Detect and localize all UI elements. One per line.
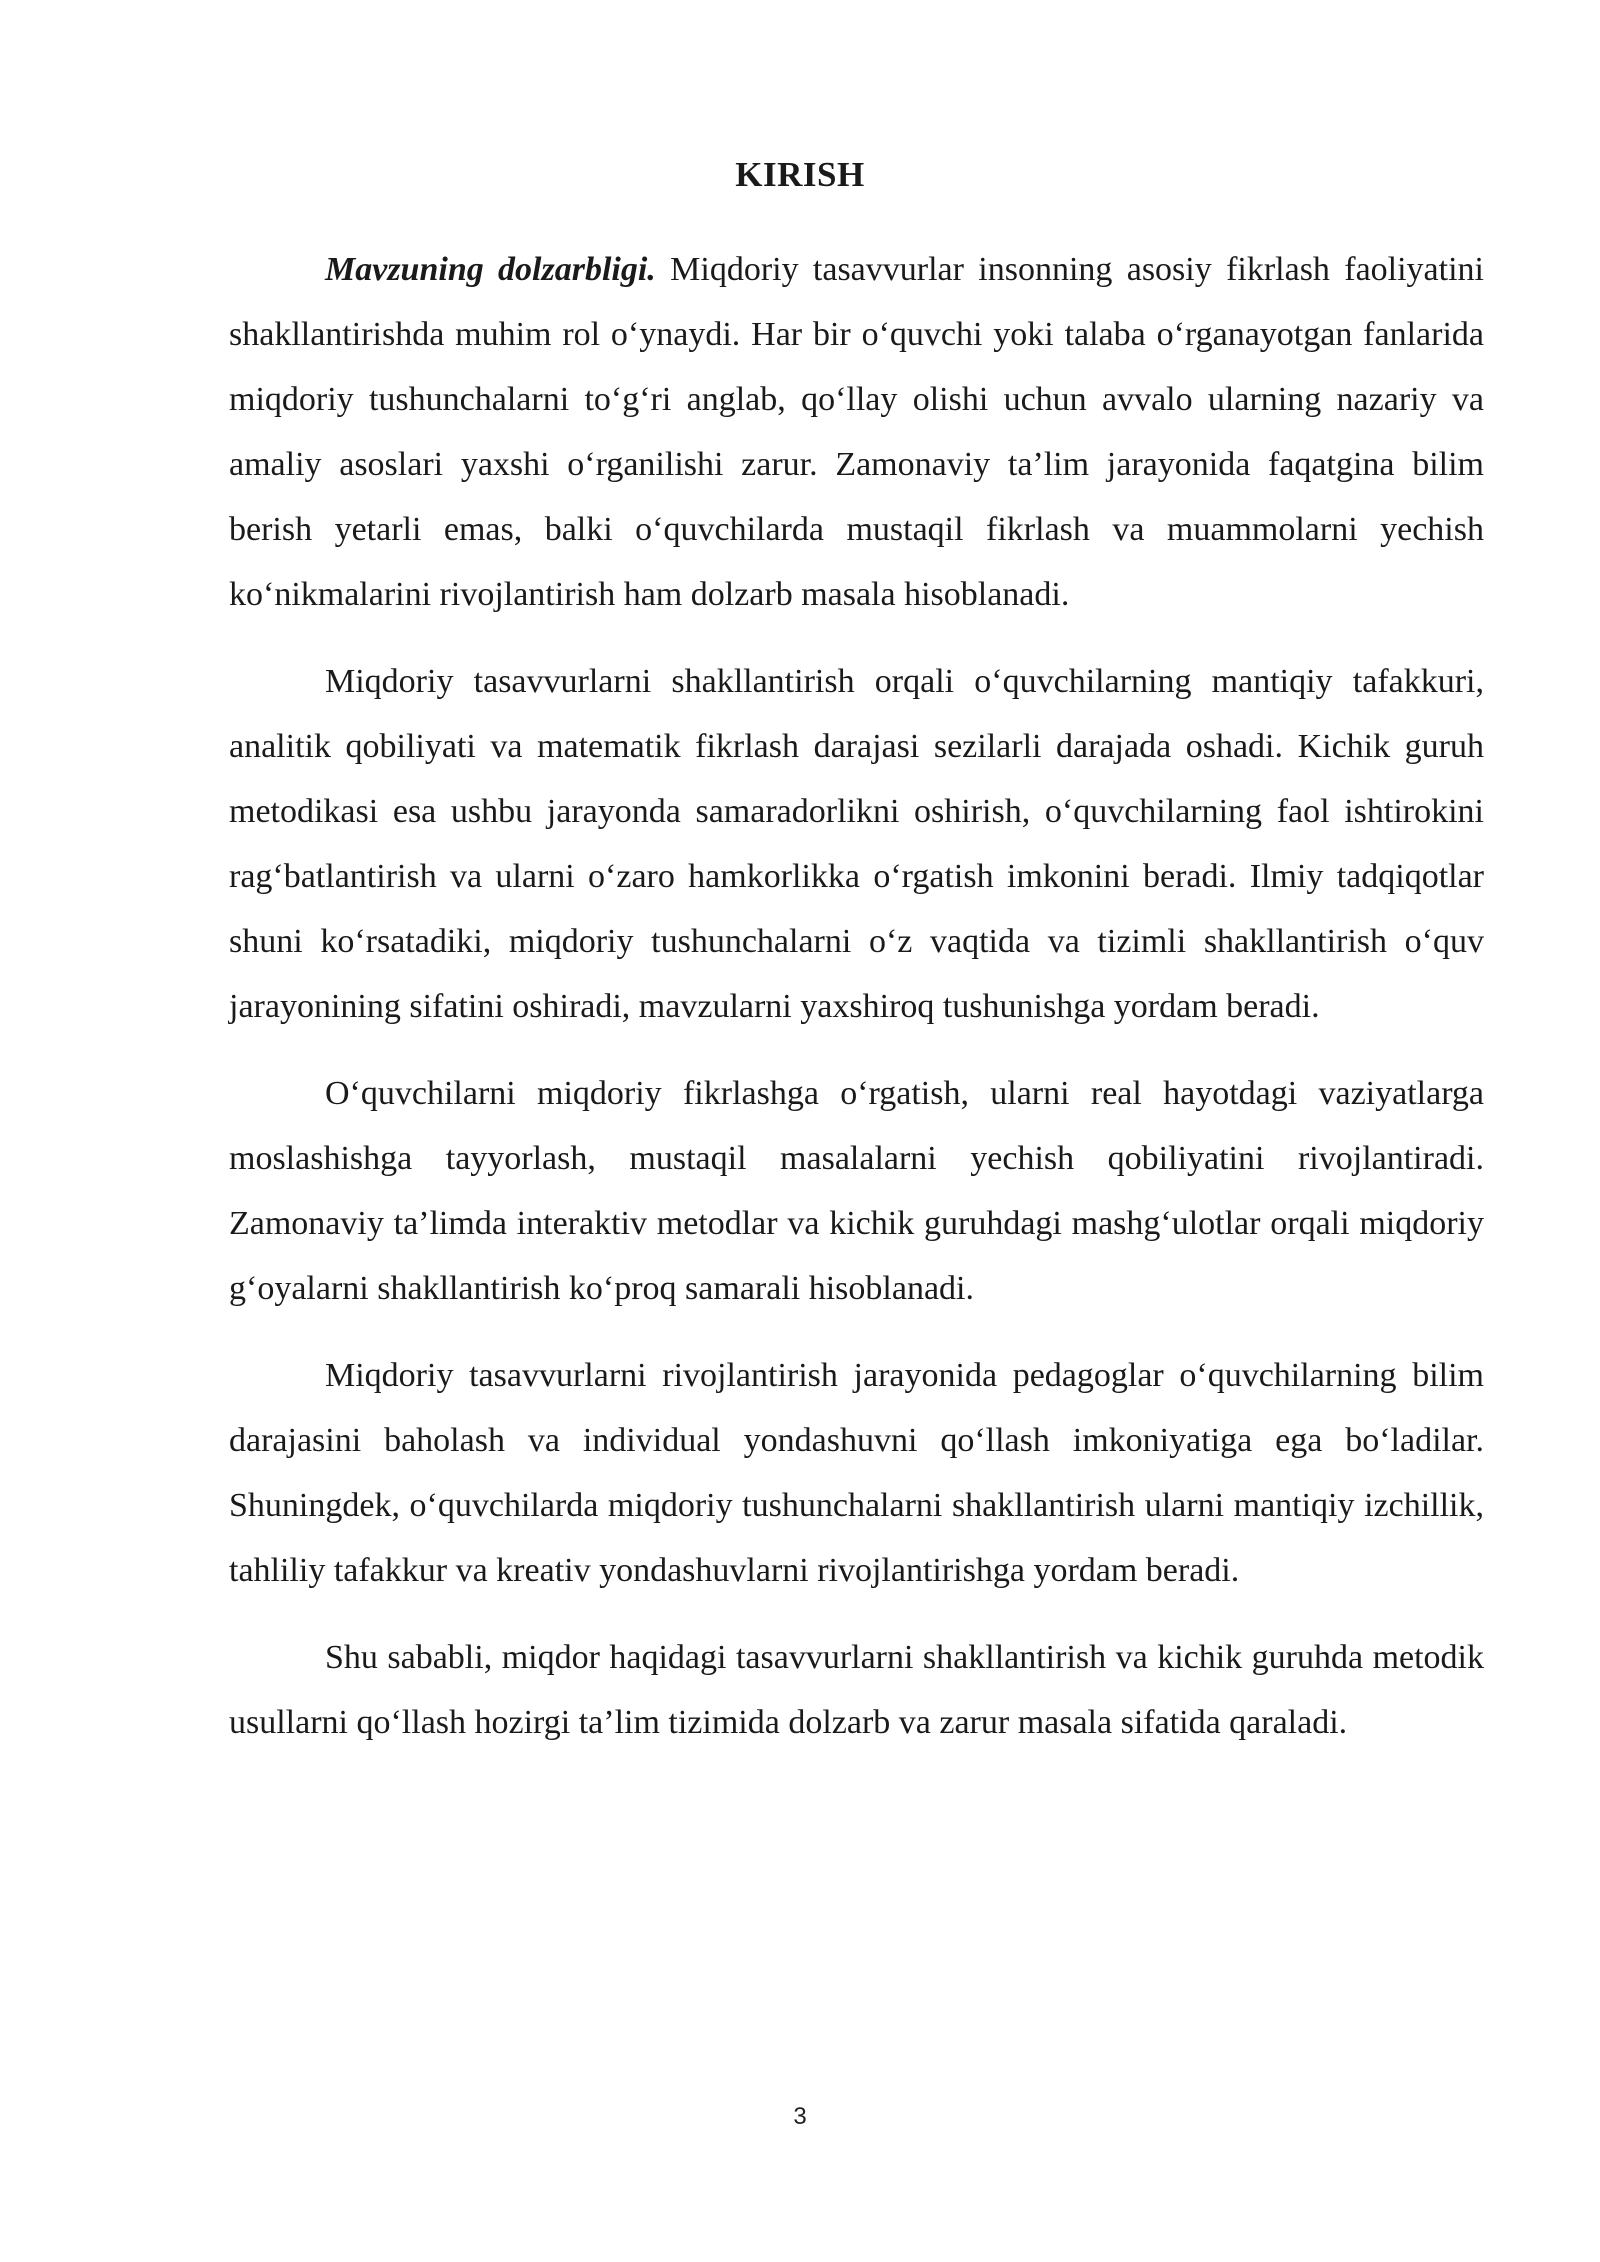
paragraph bbox=[229, 649, 1484, 1039]
paragraph-text: Miqdoriy tasavvurlarni shakllantirish orqali o‘quvchilarning mantiqiy tafakkuri, analitik qobiliyati va matematik fikrlash darajasi sezilarli darajada oshadi. Kichik guruh metodikasi esa ushbu jarayonda samaradorlikni oshirish, o‘quvchilarning faol ishtirokini rag‘batlantirish va ularni o‘zaro hamkorlikka o‘rgatish imkonini beradi. Ilmiy tadqiqotlar shuni ko‘rsatadiki, miqdoriy tushunchalarni o‘z vaqtida va tizimli shakllantirish o‘quv jarayonining sifatini oshiradi, mavzularni yaxshiroq tushunishga yordam beradi. bbox=[229, 663, 1484, 1025]
paragraph-lead-heading: Mavzuning dolzarbligi. bbox=[325, 251, 656, 288]
paragraph-text: Shu sababli, miqdor haqidagi tasavvurlarni shakllantirish va kichik guruhda metodik usullarni qo‘llash hozirgi ta’lim tizimida dolzarb va zarur masala sifatida qaraladi. bbox=[229, 1639, 1484, 1741]
section-title: KIRISH bbox=[735, 155, 865, 194]
paragraph-text: Miqdoriy tasavvurlarni rivojlantirish jarayonida pedagoglar o‘quvchilarning bilim darajasini baholash va individual yondashuvni qo‘llash imkoniyatiga ega bo‘ladilar. Shuningdek, o‘quvchilarda miqdoriy tushunchalarni shakllantirish ularni mantiqiy izchillik, tahliliy tafakkur va kreativ yondashuvlarni rivojlantirishga yordam beradi. bbox=[229, 1357, 1484, 1589]
paragraph bbox=[229, 1061, 1484, 1321]
paragraph bbox=[229, 1625, 1484, 1755]
body-text bbox=[229, 237, 1484, 1755]
paragraph-text: O‘quvchilarni miqdoriy fikrlashga o‘rgatish, ularni real hayotdagi vaziyatlarga moslashishga tayyorlash, mustaqil masalalarni yechish qobiliyatini rivojlantiradi. Zamonaviy ta’limda interaktiv metodlar va kichik guruhdagi mashg‘ulotlar orqali miqdoriy g‘oyalarni shakllantirish ko‘proq samarali hisoblanadi. bbox=[229, 1075, 1484, 1307]
paragraph bbox=[229, 1343, 1484, 1603]
paragraph-text: Miqdoriy tasavvurlar insonning asosiy fikrlash faoliyatini shakllantirishda muhim rol o‘ynaydi. Har bir o‘quvchi yoki talaba o‘rganayotgan fanlarida miqdoriy tushunchalarni to‘g‘ri anglab, qo‘llay olishi uchun avvalo ularning nazariy va amaliy asoslari yaxshi o‘rganilishi zarur. Zamonaviy ta’lim jarayonida faqatgina bilim berish yetarli emas, balki o‘quvchilarda mustaqil fikrlash va muammolarni yechish ko‘nikmalarini rivojlantirish ham dolzarb masala hisoblanadi. bbox=[229, 251, 1484, 613]
paragraph-relevance bbox=[229, 237, 1484, 627]
page-number: 3 bbox=[793, 2103, 807, 2130]
